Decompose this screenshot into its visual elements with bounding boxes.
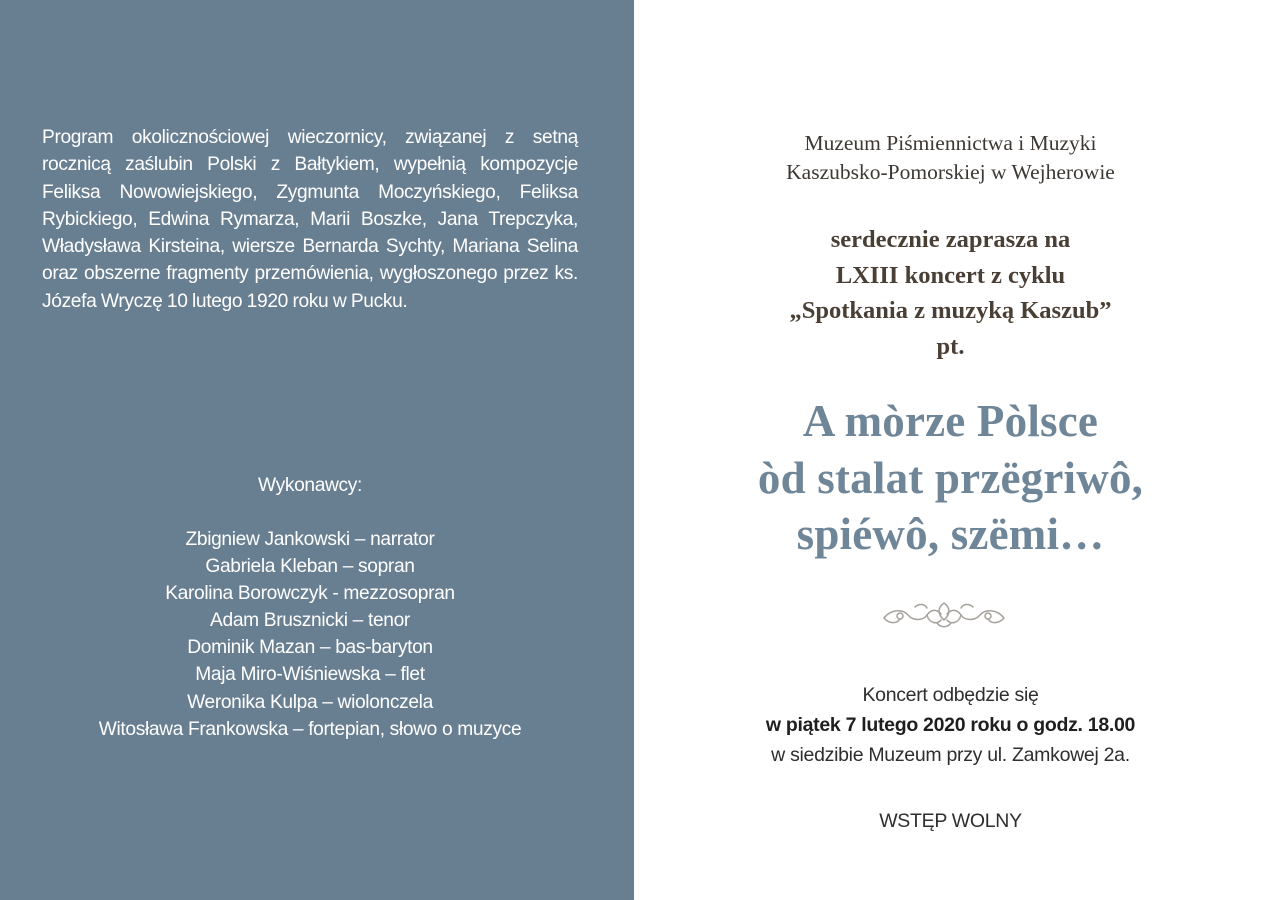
organizer-line: Muzeum Piśmiennictwa i Muzyki bbox=[804, 131, 1097, 155]
performer-item: Adam Brusznicki – tenor bbox=[210, 610, 410, 632]
right-panel bbox=[634, 0, 1267, 900]
performers-heading: Wykonawcy: bbox=[257, 475, 363, 496]
program-description: Program okolicznościowej wieczornicy, związanej z setną rocznicą zaślubin Polski z Bałtykiem, wypełnią kompozycje Feliksa Nowowiejskiego, Zygmunta Moczyńskiego, Feliksa Rybickiego, Edwina Rymarza, Marii Boszke, Jana Trepczyka, Władysława Kirsteina, wiersze Bernarda Sychty, Mariana Selina oraz obszerne fragmenty przemówienia, wygłoszonego przez ks. Józefa Wryczę 10 lutego 1920 roku w Pucku. bbox=[42, 127, 578, 312]
performer-item: Dominik Mazan – bas-baryton bbox=[187, 637, 433, 659]
title-line: spiéwô, szëmi… bbox=[796, 509, 1105, 559]
title-line: òd stalat przëgriwô, bbox=[757, 452, 1144, 503]
event-location: w siedzibie Muzeum przy ul. Zamkowej 2a. bbox=[771, 744, 1130, 766]
performer-item: Weronika Kulpa – wiolonczela bbox=[187, 691, 433, 713]
performer-item: Gabriela Kleban – sopran bbox=[205, 556, 415, 578]
invitation-line: serdecznie zaprasza na bbox=[830, 226, 1071, 253]
performer-item: Maja Miro-Wiśniewska – flet bbox=[195, 664, 425, 686]
performers-section bbox=[0, 472, 620, 743]
organizer-line: Kaszubsko-Pomorskiej w Wejherowie bbox=[786, 160, 1115, 184]
performer-item: Zbigniew Jankowski – narrator bbox=[185, 529, 435, 550]
invitation-text bbox=[634, 222, 1267, 364]
event-details bbox=[634, 680, 1267, 770]
concert-title bbox=[634, 393, 1267, 563]
organizer-name bbox=[634, 129, 1267, 187]
details-intro: Koncert odbędzie się bbox=[862, 684, 1039, 706]
flourish-ornament-icon bbox=[881, 598, 1007, 632]
event-date-time: w piątek 7 lutego 2020 roku o godz. 18.00 bbox=[765, 714, 1136, 736]
performer-item: Witosława Frankowska – fortepian, słowo o muzyce bbox=[98, 718, 522, 740]
invitation-line: LXIII koncert z cyklu bbox=[835, 261, 1066, 289]
title-line: A mòrze Pòlsce bbox=[802, 396, 1099, 446]
invitation-line: pt. bbox=[936, 332, 965, 360]
performer-item: Karolina Borowczyk - mezzosopran bbox=[165, 583, 455, 605]
admission-note: WSTĘP WOLNY bbox=[879, 810, 1022, 832]
series-name: „Spotkania z muzyką Kaszub” bbox=[789, 297, 1112, 324]
